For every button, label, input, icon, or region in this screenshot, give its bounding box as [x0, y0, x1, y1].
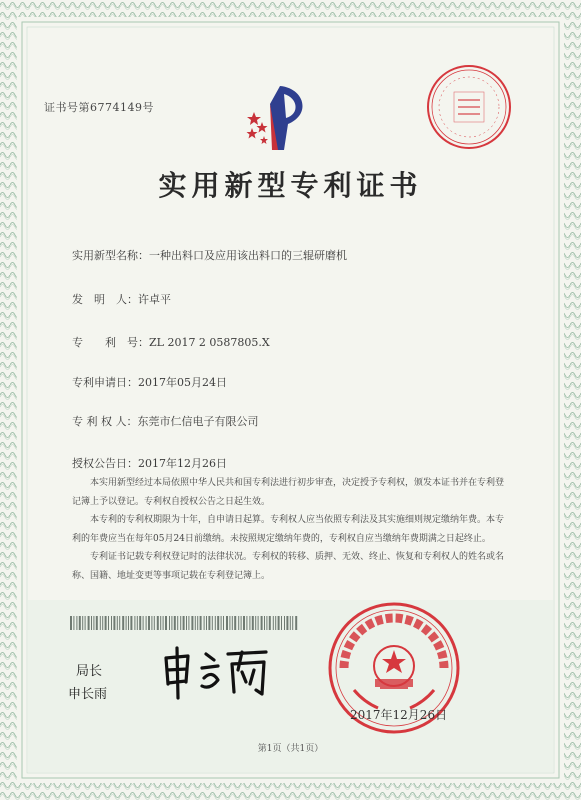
field-label: 发 明 人： — [72, 293, 138, 306]
director-signature-icon — [158, 640, 278, 700]
field-value: 2017年12月26日 — [138, 457, 227, 470]
agency-seal-icon — [424, 62, 514, 152]
body-paragraph: 本实用新型经过本局依照中华人民共和国专利法进行初步审查，决定授予专利权，颁发本证书并在专利登记簿上予以登记。专利权自授权公告之日起生效。 — [72, 478, 505, 507]
field-label: 授权公告日： — [72, 457, 138, 470]
field-label: 专 利 权 人： — [72, 415, 138, 428]
field-utility-model-name — [72, 247, 347, 263]
field-value: ZL 2017 2 0587805.X — [149, 336, 270, 349]
director-title: 局长 — [76, 664, 103, 679]
field-grant-date — [72, 455, 227, 471]
director-name: 申长雨 — [68, 687, 108, 702]
body-paragraph: 专利证书记载专利权登记时的法律状况。专利权的转移、质押、无效、终止、恢复和专利权人的姓名或名称、国籍、地址变更等事项记载在专利登记簿上。 — [72, 552, 505, 581]
field-value: 东莞市仁信电子有限公司 — [137, 415, 259, 428]
field-patent-number — [72, 334, 270, 350]
certificate-number: 证书号第6774149号 — [44, 101, 154, 114]
field-value: 2017年05月24日 — [138, 376, 227, 389]
seal-date: 2017年12月26日 — [350, 708, 448, 722]
page-footer: 第1页（共1页） — [257, 744, 324, 754]
field-application-date — [72, 374, 227, 390]
field-value: 许卓平 — [138, 293, 171, 306]
certificate-body-text — [72, 474, 512, 585]
field-inventor — [72, 291, 171, 307]
body-paragraph: 本专利的专利权期限为十年，自申请日起算。专利权人应当依照专利法及其实施细则规定缴纳年费。本专利的年费应当在每年05月24日前缴纳。未按照规定缴纳年费的，专利权自应当缴纳年费期满之日起终止。 — [72, 515, 505, 544]
certificate-title: 实用新型专利证书 — [158, 169, 423, 202]
field-label: 实用新型名称： — [72, 249, 149, 262]
field-label: 专利申请日： — [72, 376, 138, 389]
patent-office-logo-icon — [240, 84, 320, 152]
field-label: 专 利 号： — [72, 336, 149, 349]
barcode-icon — [70, 616, 300, 630]
field-value: 一种出料口及应用该出料口的三辊研磨机 — [149, 249, 347, 262]
field-patentee — [72, 413, 259, 429]
